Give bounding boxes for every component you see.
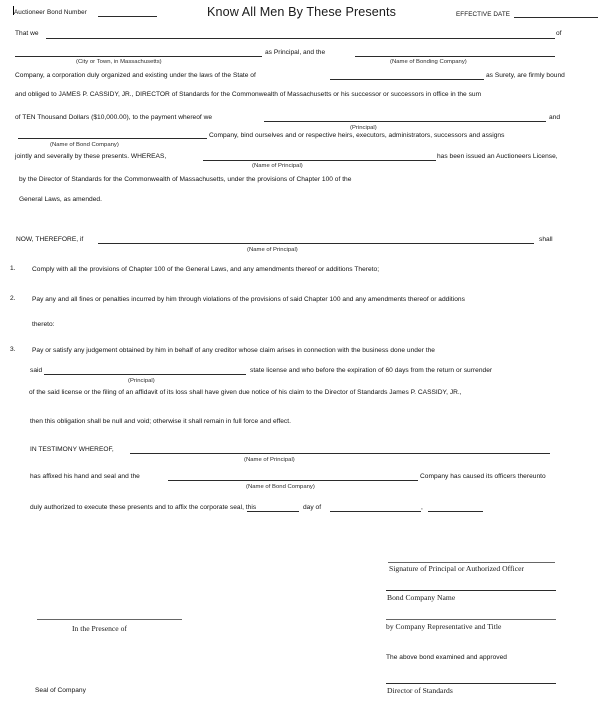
city-or-town-blank[interactable] — [15, 56, 262, 57]
page-title: Know All Men By These Presents — [207, 5, 396, 19]
as-principal-label: as Principal, and the — [265, 49, 326, 56]
principal-payment-blank[interactable] — [264, 121, 546, 122]
seal-of-company-label: Seal of Company — [35, 687, 86, 694]
effective-date-blank[interactable] — [514, 17, 598, 18]
duly-authorized-text: duly authorized to execute these presents and to affix the corporate seal, this — [30, 504, 257, 511]
item-3-state-license-text: state license and who before the expiration of 60 days from the return or surrender — [250, 367, 493, 374]
item-3-principal-blank[interactable] — [44, 374, 246, 375]
as-surety-text: as Surety, are firmly bound — [486, 72, 565, 79]
bonding-company-blank[interactable] — [355, 56, 555, 57]
caption-name-of-principal-3: (Name of Principal) — [244, 457, 295, 463]
shall-label: shall — [539, 236, 553, 243]
bond-number-label: Auctioneer Bond Number — [14, 9, 87, 16]
item-number-1: 1. — [10, 265, 16, 272]
bond-company-name-line[interactable] — [386, 590, 556, 591]
ten-thousand-text: of TEN Thousand Dollars ($10,000.00), to the payment whereof we — [15, 114, 213, 121]
signature-of-principal-label: Signature of Principal or Authorized Officer — [389, 564, 525, 573]
caption-name-of-principal-1: (Name of Principal) — [252, 163, 303, 169]
director-of-standards-line[interactable] — [386, 683, 556, 684]
bond-company-name-label: Bond Company Name — [387, 593, 456, 602]
general-laws-text: General Laws, as amended. — [19, 196, 102, 203]
caption-principal-1: (Principal) — [350, 125, 377, 131]
item-number-2: 2. — [10, 295, 16, 302]
item-3-affidavit-text: of the said license or the filing of an affidavit of its loss shall have given due notice of his claim to the Director of Standards James P. CASSIDY, JR., — [29, 389, 462, 396]
item-3-text: Pay or satisfy any judgement obtained by him in behalf of any creditor whose claim arises in connection with the business done under the — [32, 347, 435, 354]
month-blank[interactable] — [330, 511, 421, 512]
caption-name-of-bond-company-1: (Name of Bond Company) — [50, 142, 119, 148]
company-representative-line[interactable] — [386, 619, 556, 620]
in-the-presence-of-label: In the Presence of — [72, 624, 127, 633]
whereas-principal-blank[interactable] — [203, 160, 436, 161]
bond-company-blank-1[interactable] — [18, 138, 207, 139]
director-of-standards-label: Director of Standards — [387, 686, 453, 695]
obliged-text: and obliged to JAMES P. CASSIDY, JR., DIRECTOR of Standards for the Commonwealth of Massachusetts or his successor or successors in office in the sum — [15, 91, 482, 98]
item-3-said-label: said — [30, 367, 43, 374]
caption-principal-2: (Principal) — [128, 378, 155, 384]
of-label: of — [556, 30, 562, 37]
in-presence-of-line[interactable] — [37, 619, 182, 620]
caption-name-of-bond-company-2: (Name of Bond Company) — [246, 484, 315, 490]
testimony-bond-company-blank[interactable] — [168, 480, 418, 481]
signature-principal-line[interactable] — [388, 562, 555, 563]
has-affixed-text: has affixed his hand and seal and the — [30, 473, 140, 480]
in-testimony-label: IN TESTIMONY WHEREOF, — [30, 446, 114, 453]
bind-ourselves-text: Company, bind ourselves and or respective heirs, executors, administrators, successors and assigns — [209, 132, 505, 139]
day-blank[interactable] — [247, 511, 299, 512]
item-2-text: Pay any and all fines or penalties incurred by him through violations of the provisions of said Chapter 100 and any amendments thereof or additions — [32, 296, 465, 303]
testimony-principal-blank[interactable] — [130, 453, 550, 454]
day-of-label: day of — [303, 504, 322, 511]
company-corporation-text: Company, a corporation duly organized and existing under the laws of the State of — [15, 72, 256, 79]
jointly-whereas-text: jointly and severally by these presents. WHEREAS, — [15, 153, 167, 160]
bond-number-blank[interactable] — [98, 16, 157, 17]
caption-city-or-town: (City or Town, in Massachusetts) — [76, 59, 162, 65]
and-label-1: and — [549, 114, 561, 121]
item-2-text-cont: thereto: — [32, 321, 55, 328]
now-therefore-blank[interactable] — [98, 243, 534, 244]
year-blank[interactable] — [428, 511, 483, 512]
item-3-null-void-text: then this obligation shall be null and void; otherwise it shall remain in full force and effect. — [30, 418, 291, 425]
that-we-blank[interactable] — [46, 38, 555, 39]
by-director-text: by the Director of Standards for the Commonwealth of Massachusetts, under the provisions of Chapter 100 of the — [19, 176, 352, 183]
item-number-3: 3. — [10, 346, 16, 353]
item-1-text: Comply with all the provisions of Chapter 100 of the General Laws, and any amendments thereof or additions Thereto; — [32, 266, 380, 273]
above-bond-examined-label: The above bond examined and approved — [386, 654, 507, 661]
company-representative-label: by Company Representative and Title — [386, 622, 502, 631]
now-therefore-label: NOW, THEREFORE, if — [16, 236, 84, 243]
has-been-issued-text: has been issued an Auctioneers License, — [437, 153, 558, 160]
effective-date-label: EFFECTIVE DATE — [456, 11, 511, 18]
state-blank[interactable] — [330, 79, 484, 80]
caption-name-of-principal-2: (Name of Principal) — [247, 247, 298, 253]
caption-name-of-bonding-company: (Name of Bonding Company) — [390, 59, 467, 65]
company-caused-text: Company has caused its officers thereunto — [420, 473, 546, 480]
that-we-label: That we — [15, 30, 39, 37]
comma-separator: , — [421, 504, 423, 511]
